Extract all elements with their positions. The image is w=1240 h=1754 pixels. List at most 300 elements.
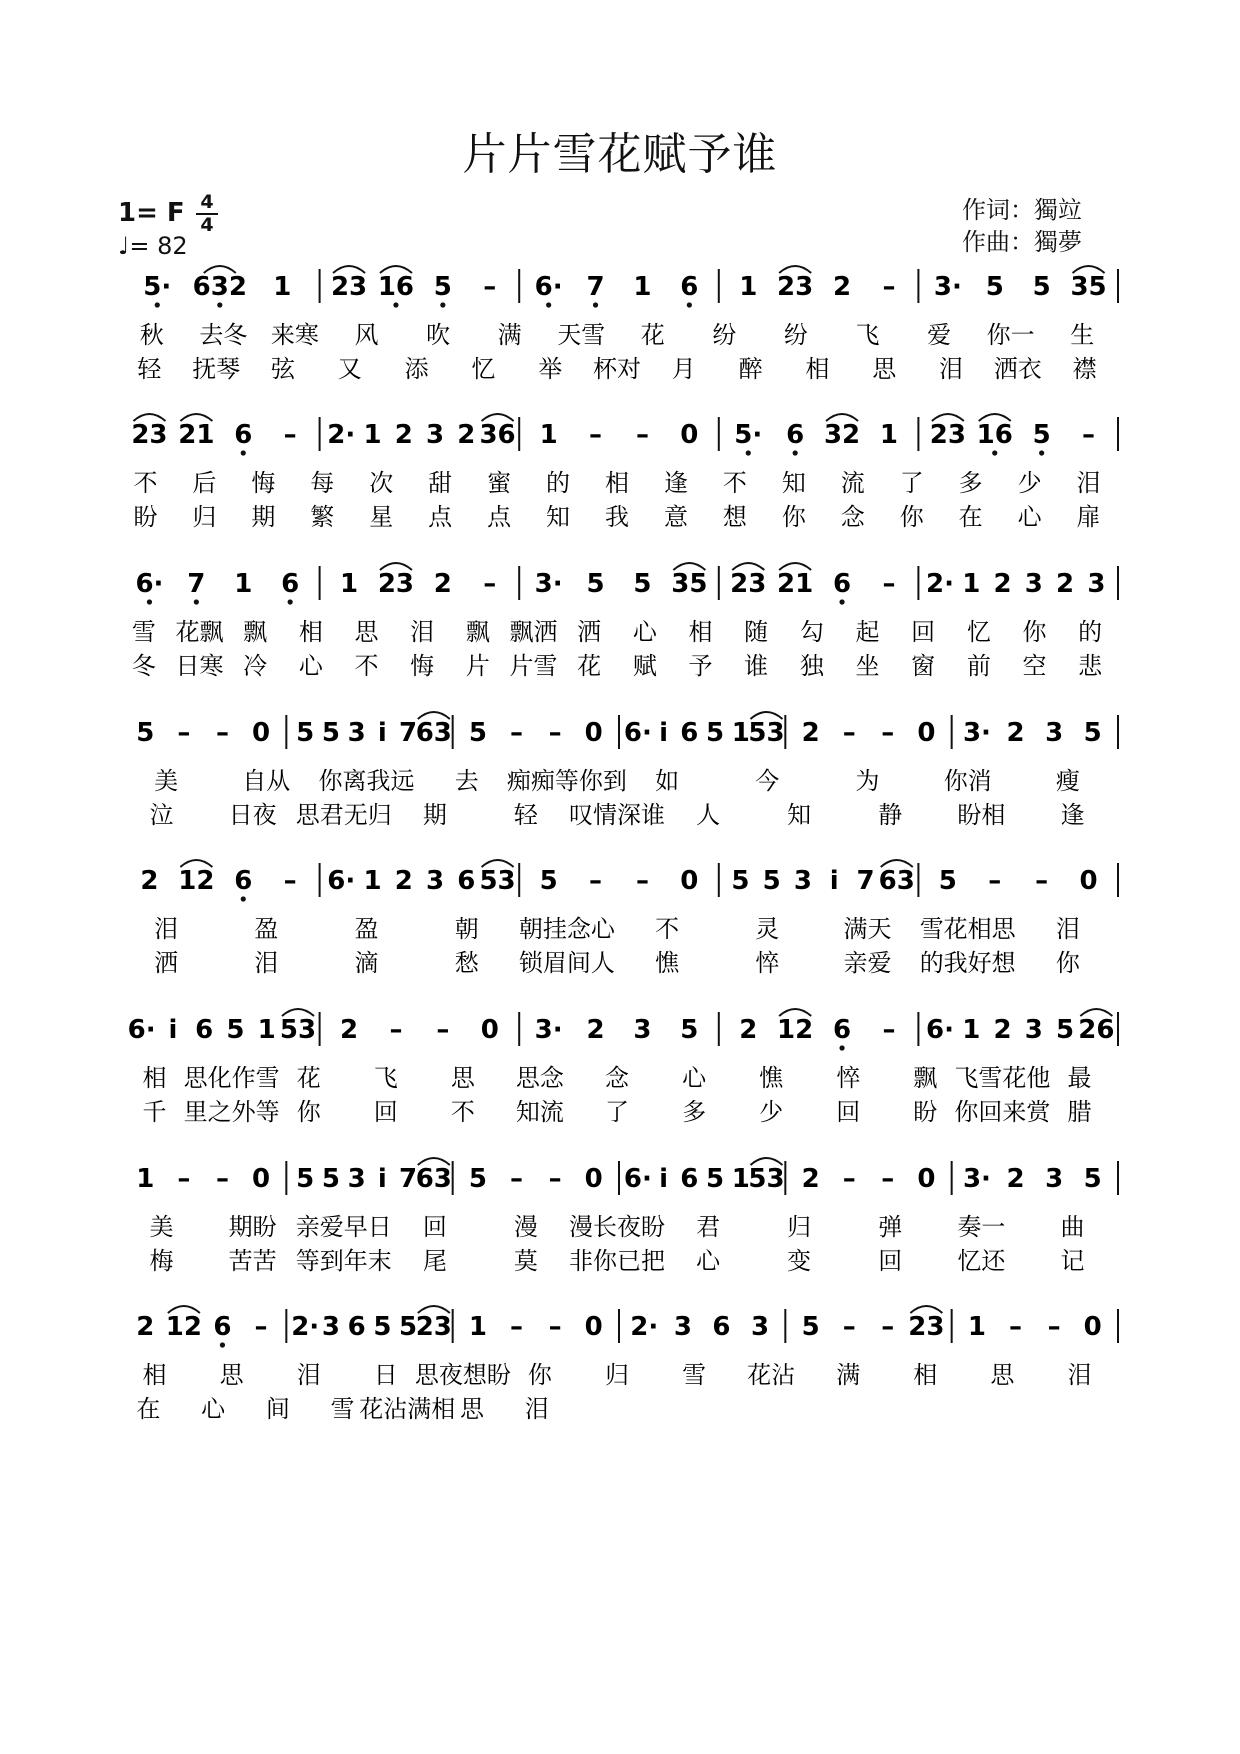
note: 6	[833, 1015, 852, 1045]
note: 2	[801, 718, 820, 748]
lyric-verse-1: 思化作雪	[183, 1064, 280, 1092]
note: 3	[793, 866, 813, 896]
lyric-verse-1: 飘洒	[509, 618, 558, 646]
note: 5	[1083, 1164, 1102, 1194]
note: i	[659, 718, 669, 748]
lyric-verse-2: 非你已把	[569, 1247, 665, 1275]
note: 0	[1083, 1312, 1102, 1342]
lyric-verse-2: 心	[201, 1395, 226, 1423]
note: 2	[457, 420, 476, 450]
lyric-verse-1: 相	[142, 1361, 167, 1389]
lyric-verse-1: 痴痴等你到	[506, 767, 627, 795]
note: 23	[415, 1312, 452, 1342]
note: 0	[584, 718, 603, 748]
note: –	[215, 1164, 229, 1194]
note: 63	[415, 1164, 452, 1194]
lyric-verse-2: 憔	[655, 949, 680, 977]
note: 23	[131, 420, 168, 450]
note: 2	[340, 1015, 359, 1045]
note: 6	[195, 1015, 214, 1045]
lyric-verse-2: 前	[966, 652, 991, 680]
lyric-verse-2: 独	[799, 652, 824, 680]
note: 1	[962, 1015, 981, 1045]
octave-dot-below	[393, 302, 398, 307]
note: 0	[480, 1015, 499, 1045]
lyric-verse-1: 知	[781, 469, 806, 497]
note: –	[881, 1164, 895, 1194]
note: –	[483, 569, 497, 599]
lyric-verse-1: 今	[755, 767, 780, 795]
time-signature-denominator: 4	[200, 214, 214, 236]
note: 0	[251, 718, 271, 748]
note: –	[1082, 420, 1096, 450]
lyric-verse-2: 意	[663, 503, 688, 531]
note: 0	[584, 1312, 603, 1342]
composer-credit: 作曲：獨夢	[962, 228, 1082, 256]
note: 5	[433, 272, 452, 302]
note: 3·	[933, 272, 962, 302]
lyric-verse-2: 弦	[271, 355, 295, 383]
lyric-verse-2: 不	[450, 1098, 475, 1126]
lyric-verse-2: 洒衣	[993, 355, 1042, 383]
lyric-verse-2: 醉	[738, 355, 763, 383]
note: i	[377, 1164, 387, 1194]
lyric-verse-1: 花	[296, 1064, 321, 1092]
lyric-verse-1: 多	[958, 469, 983, 497]
lyric-verse-2: 逢	[1060, 801, 1085, 829]
note: –	[881, 718, 895, 748]
note: –	[548, 718, 562, 748]
score-system	[136, 1158, 1118, 1275]
note: –	[510, 1164, 524, 1194]
tempo-value: = 82	[129, 232, 188, 260]
lyric-verse-1: 泪	[1067, 1361, 1092, 1389]
note: 3·	[534, 1015, 563, 1045]
note: 6	[457, 866, 476, 896]
lyric-verse-2: 月	[671, 355, 696, 383]
note: 0	[680, 866, 699, 896]
lyric-verse-2: 记	[1060, 1247, 1085, 1275]
note: 0	[251, 1164, 271, 1194]
note: 6	[347, 1312, 366, 1342]
lyric-verse-1: 思	[450, 1064, 475, 1092]
note: –	[988, 866, 1002, 896]
note: 23	[929, 420, 966, 450]
note: 6·	[327, 866, 356, 896]
note: 16	[377, 272, 415, 302]
lyric-verse-2: 归	[192, 503, 217, 531]
note: 5·	[143, 272, 172, 302]
lyric-verse-1: 满天	[843, 915, 892, 943]
note: 6·	[534, 272, 563, 302]
score-system	[128, 1009, 1118, 1126]
lyric-verse-1: 少	[1017, 469, 1042, 497]
lyric-verse-2: 滴	[354, 949, 379, 977]
lyric-verse-1: 的	[1078, 618, 1103, 646]
note: –	[635, 866, 649, 896]
note: 3·	[962, 718, 991, 748]
note: 2	[433, 569, 452, 599]
lyric-verse-1: 流	[840, 469, 865, 497]
note: 23	[777, 272, 814, 302]
note: 1	[539, 420, 558, 450]
lyric-verse-2: 心	[696, 1247, 721, 1275]
note: 16	[976, 420, 1013, 450]
note: 1	[234, 569, 253, 599]
lyric-verse-1: 泪	[1076, 469, 1101, 497]
note: 32	[823, 420, 861, 450]
note: 3	[1024, 569, 1043, 599]
note: 2	[739, 1015, 758, 1045]
lyric-verse-2: 在	[136, 1395, 161, 1423]
note: –	[254, 1312, 268, 1342]
lyric-verse-2: 期	[251, 503, 276, 531]
lyric-verse-2: 杯对	[593, 355, 641, 383]
lyric-verse-2: 亲爱	[843, 949, 892, 977]
note: 7	[399, 1164, 418, 1194]
lyric-verse-2: 想	[722, 503, 747, 531]
note: 2	[993, 569, 1012, 599]
note: 7	[187, 569, 206, 599]
note: 5	[586, 569, 605, 599]
lyric-verse-2: 空	[1022, 652, 1047, 680]
note: 5	[1056, 1015, 1075, 1045]
note: –	[215, 718, 229, 748]
octave-dot-below	[155, 302, 160, 307]
lyric-verse-1: 甜	[428, 469, 453, 497]
lyric-verse-1: 满	[497, 321, 522, 349]
lyric-verse-2: 知	[787, 801, 812, 829]
lyric-verse-1: 飞	[855, 321, 880, 349]
lyric-verse-1: 不	[133, 469, 158, 497]
note: 5	[731, 866, 750, 896]
note: 3	[347, 1164, 366, 1194]
note: 5	[226, 1015, 245, 1045]
lyric-verse-2: 相	[805, 355, 830, 383]
note: 5	[468, 718, 488, 748]
note: 632	[192, 272, 247, 302]
lyric-verse-2: 回	[878, 1247, 903, 1275]
note: 0	[917, 718, 936, 748]
note: 6·	[623, 1164, 652, 1194]
note: 6	[680, 718, 699, 748]
note: 5	[762, 866, 781, 896]
note: 6·	[135, 569, 164, 599]
lyric-verse-1: 思夜想盼	[414, 1361, 511, 1389]
note: 1	[273, 272, 292, 302]
lyric-verse-1: 泪	[154, 915, 179, 943]
note: –	[882, 569, 896, 599]
note: i	[377, 718, 387, 748]
lyric-verse-1: 回	[911, 618, 936, 646]
note: 2	[394, 420, 413, 450]
note: 2·	[291, 1312, 320, 1342]
note: 12	[178, 866, 215, 896]
lyric-verse-1: 期盼	[228, 1213, 277, 1241]
lyric-verse-1: 泪	[1055, 915, 1080, 943]
lyric-verse-2: 心	[298, 652, 323, 680]
lyric-verse-2: 梅	[149, 1247, 174, 1275]
lyric-verse-2: 你	[781, 503, 806, 531]
note: 2·	[926, 569, 955, 599]
lyric-verse-2: 予	[688, 652, 713, 680]
note: 23	[377, 569, 415, 599]
note: 5	[296, 1164, 315, 1194]
octave-dot-below	[839, 599, 844, 604]
lyric-verse-2: 赋	[632, 652, 657, 680]
note: 12	[777, 1015, 814, 1045]
lyric-verse-1: 瘦	[1055, 767, 1080, 795]
lyric-verse-2: 片	[465, 652, 490, 680]
octave-dot-below	[793, 450, 798, 455]
octave-dot-below	[194, 599, 199, 604]
note: 5	[633, 569, 652, 599]
lyric-verse-2: 忆	[471, 355, 496, 383]
lyricist-credit: 作词：獨竝	[962, 196, 1082, 224]
octave-dot-below	[241, 450, 246, 455]
lyric-verse-2: 片雪	[509, 652, 558, 680]
note: 63	[878, 866, 915, 896]
note: –	[1009, 1312, 1023, 1342]
note: 3	[321, 1312, 340, 1342]
lyric-verse-1: 回	[422, 1213, 447, 1241]
lyric-verse-2: 叹情深谁	[569, 801, 665, 829]
note: 5	[1083, 718, 1102, 748]
lyric-verse-2: 雪	[330, 1395, 355, 1423]
lyric-verse-1: 吹	[426, 321, 451, 349]
lyric-verse-1: 满	[836, 1361, 861, 1389]
note: –	[177, 1164, 191, 1194]
score-system	[136, 712, 1118, 829]
lyric-verse-1: 美	[149, 1213, 174, 1241]
lyric-verse-1: 你	[527, 1361, 552, 1389]
key-signature: 1= F	[118, 198, 185, 228]
lyric-verse-2: 襟	[1072, 355, 1097, 383]
lyric-verse-1: 你消	[943, 767, 992, 795]
lyric-verse-2: 里之外等	[183, 1098, 280, 1126]
note: –	[1035, 866, 1049, 896]
lyric-verse-1: 蜜	[487, 469, 512, 497]
lyric-verse-2: 等到年末	[295, 1247, 392, 1275]
lyric-verse-2: 悲	[1078, 652, 1103, 680]
note: –	[177, 718, 191, 748]
note: 23	[908, 1312, 945, 1342]
lyric-verse-1: 爱	[927, 321, 952, 349]
note: 3	[1087, 569, 1106, 599]
note: 0	[917, 1164, 936, 1194]
note: 6	[680, 1164, 699, 1194]
lyric-verse-2: 抚琴	[192, 355, 241, 383]
lyric-verse-2: 人	[696, 801, 721, 829]
lyric-verse-1: 起	[855, 618, 880, 646]
note: 6·	[623, 718, 652, 748]
note: 5	[321, 718, 340, 748]
note: 3	[750, 1312, 770, 1342]
note: 3	[633, 1015, 652, 1045]
note: 0	[1079, 866, 1098, 896]
note: 1	[257, 1015, 276, 1045]
lyric-verse-2: 知流	[515, 1098, 564, 1126]
lyric-verse-1: 随	[744, 618, 769, 646]
lyric-verse-2: 的我好想	[919, 949, 1016, 977]
note: –	[510, 1312, 524, 1342]
lyric-verse-2: 点	[487, 503, 512, 531]
lyric-verse-2: 泪	[254, 949, 279, 977]
octave-dot-below	[746, 450, 751, 455]
lyric-verse-1: 相	[913, 1361, 938, 1389]
note: –	[510, 718, 524, 748]
note: 36	[479, 420, 516, 450]
note: 2	[1006, 718, 1025, 748]
lyric-verse-1: 念	[605, 1064, 629, 1092]
lyric-verse-1: 去	[454, 767, 479, 795]
note: 2	[136, 1312, 155, 1342]
lyric-verse-2: 思君无归	[295, 801, 392, 829]
lyric-verse-1: 盈	[354, 915, 379, 943]
note: –	[842, 1164, 856, 1194]
note: 3·	[962, 1164, 991, 1194]
lyric-verse-2: 静	[878, 801, 903, 829]
note: 5	[373, 1312, 392, 1342]
lyric-verse-1: 泪	[410, 618, 435, 646]
note: 1	[731, 1164, 750, 1194]
note: 23	[730, 569, 767, 599]
note: –	[882, 272, 896, 302]
lyric-verse-2: 泪	[524, 1395, 549, 1423]
score-system	[137, 266, 1118, 383]
lyric-verse-1: 美	[154, 767, 179, 795]
lyric-verse-1: 雪	[131, 618, 156, 646]
note: 2	[801, 1164, 820, 1194]
lyric-verse-1: 心	[632, 618, 657, 646]
note: 53	[748, 718, 785, 748]
time-signature-numerator: 4	[200, 191, 214, 213]
lyric-verse-2: 苦苦	[228, 1247, 277, 1275]
note: 3	[425, 420, 445, 450]
lyric-verse-2: 坐	[855, 652, 880, 680]
lyric-verse-2: 扉	[1076, 503, 1101, 531]
lyric-verse-2: 思	[872, 355, 897, 383]
lyric-verse-1: 秋	[139, 321, 164, 349]
lyric-verse-1: 风	[354, 321, 379, 349]
note: 21	[178, 420, 215, 450]
lyric-verse-1: 纷	[783, 321, 808, 349]
note: –	[842, 1312, 856, 1342]
octave-dot-below	[992, 450, 997, 455]
score-system	[140, 860, 1118, 977]
note: –	[1047, 1312, 1061, 1342]
lyric-verse-1: 飞	[373, 1064, 398, 1092]
lyric-verse-1: 君	[696, 1213, 721, 1241]
octave-dot-below	[839, 1045, 844, 1050]
note: 1	[739, 272, 758, 302]
note: 1	[731, 718, 750, 748]
note: 2	[394, 866, 413, 896]
lyric-verse-2: 莫	[513, 1247, 538, 1275]
note: 7	[856, 866, 875, 896]
note: 1	[879, 420, 898, 450]
lyric-verse-1: 心	[682, 1064, 707, 1092]
note: 26	[1078, 1015, 1115, 1045]
note: i	[659, 1164, 669, 1194]
note: –	[635, 420, 649, 450]
note: 35	[1070, 272, 1107, 302]
lyric-verse-1: 你离我远	[318, 767, 415, 795]
note: 6	[234, 866, 253, 896]
lyric-verse-1: 日	[373, 1361, 398, 1389]
lyric-verse-1: 的	[546, 469, 571, 497]
note: –	[283, 866, 297, 896]
note: 5	[296, 718, 315, 748]
lyric-verse-1: 天雪	[557, 321, 606, 349]
note: 5	[705, 718, 725, 748]
lyric-verse-1: 憔	[759, 1064, 784, 1092]
note: 6	[680, 272, 699, 302]
note: 3	[347, 718, 366, 748]
note: 5	[1032, 272, 1051, 302]
note: 6	[234, 420, 253, 450]
note: 12	[165, 1312, 202, 1342]
lyric-verse-1: 你	[1022, 618, 1047, 646]
lyric-verse-2: 洒	[154, 949, 179, 977]
lyric-verse-2: 期	[422, 801, 447, 829]
lyric-verse-2: 你	[899, 503, 924, 531]
lyric-verse-2: 不	[354, 652, 379, 680]
octave-dot-below	[241, 896, 246, 901]
note: 7	[586, 272, 605, 302]
lyric-verse-2: 思	[460, 1395, 485, 1423]
note: 5	[136, 718, 155, 748]
lyric-verse-2: 盼	[913, 1098, 938, 1126]
note: 53	[748, 1164, 785, 1194]
lyric-verse-1: 思	[990, 1361, 1015, 1389]
note: 3	[1045, 718, 1064, 748]
lyric-verse-1: 雪花相思	[919, 915, 1016, 943]
lyric-verse-2: 千	[142, 1098, 167, 1126]
note: 0	[584, 1164, 603, 1194]
lyric-verse-2: 间	[265, 1395, 290, 1423]
lyric-verse-1: 弹	[878, 1213, 903, 1241]
lyric-verse-2: 添	[404, 355, 429, 383]
score-system	[132, 563, 1118, 680]
lyric-verse-2: 知	[546, 503, 571, 531]
note: 5	[985, 272, 1004, 302]
lyric-verse-2: 腊	[1067, 1098, 1092, 1126]
lyric-verse-1: 每	[310, 469, 335, 497]
note: 5	[705, 1164, 725, 1194]
note: 3	[1045, 1164, 1064, 1194]
lyric-verse-1: 飘	[913, 1064, 938, 1092]
lyric-verse-1: 飘	[465, 618, 490, 646]
note: –	[548, 1164, 562, 1194]
lyric-verse-1: 你一	[986, 321, 1035, 349]
lyric-verse-1: 亲爱早日	[295, 1213, 392, 1241]
note: 5	[938, 866, 957, 896]
lyric-verse-2: 愁	[454, 949, 479, 977]
octave-dot-below	[217, 302, 222, 307]
octave-dot-below	[440, 302, 445, 307]
note: –	[842, 718, 856, 748]
octave-dot-below	[687, 302, 692, 307]
lyric-verse-2: 冬	[131, 652, 156, 680]
note: i	[829, 866, 839, 896]
lyric-verse-2: 你	[296, 1098, 321, 1126]
lyric-verse-1: 朝	[454, 915, 479, 943]
note: 35	[671, 569, 708, 599]
note: 23	[330, 272, 368, 302]
lyric-verse-1: 花沾	[747, 1361, 796, 1389]
note: –	[881, 1312, 895, 1342]
